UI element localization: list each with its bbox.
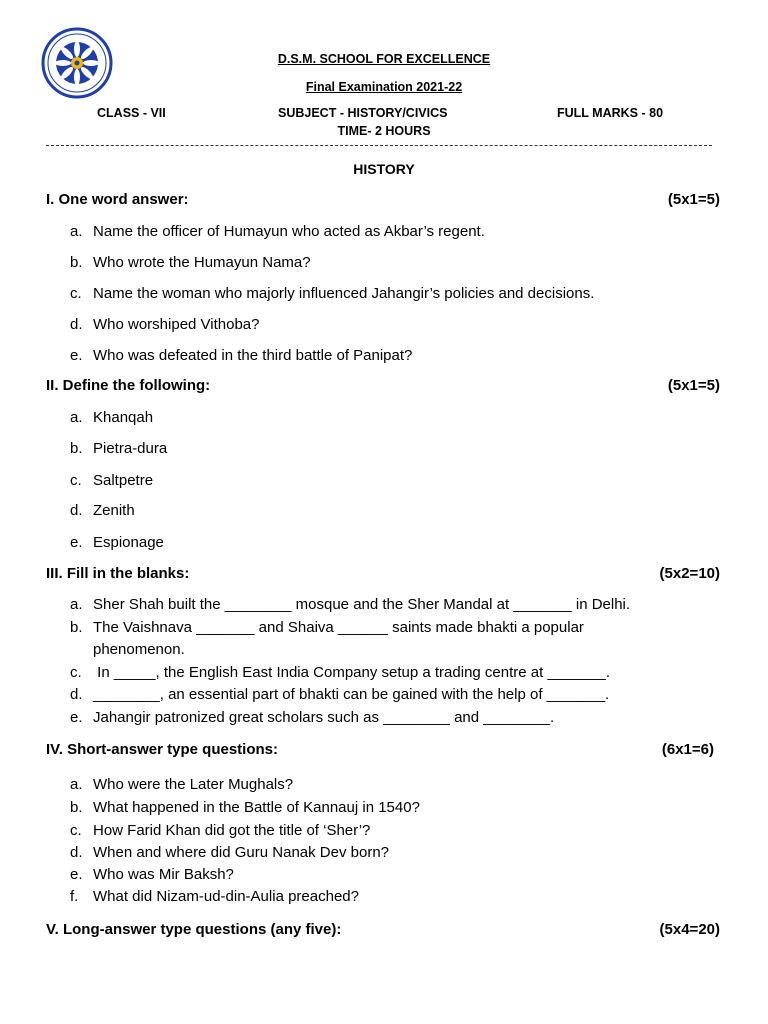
question-text: Saltpetre [93, 472, 154, 489]
question-text: Jahangir patronized great scholars such as ________ and ________. [93, 709, 555, 726]
section-title-text: II. Define the following: [46, 377, 211, 394]
question-text: Who was Mir Baksh? [93, 866, 234, 883]
question-label: e. [70, 534, 83, 551]
question-text: Zenith [93, 502, 135, 519]
question-label: d. [70, 502, 83, 519]
section-title-text: I. One word answer: [46, 191, 189, 208]
question-label: d. [70, 844, 83, 861]
question-text: What did Nizam-ud-din-Aulia preached? [93, 888, 359, 905]
time-label: TIME- 2 HOURS [337, 124, 431, 138]
section-title-text: IV. Short-answer type questions: [46, 741, 278, 758]
full-marks-label: FULL MARKS - 80 [557, 106, 664, 120]
question-label: e. [70, 709, 83, 726]
question-text: ________, an essential part of bhakti can be gained with the help of _______. [93, 686, 610, 703]
question-text: Who was defeated in the third battle of Panipat? [93, 347, 413, 364]
question-text: When and where did Guru Nanak Dev born? [93, 844, 390, 861]
question-text: Who wrote the Humayun Nama? [93, 254, 311, 271]
class-label: CLASS - VII [97, 106, 166, 120]
question-text: Name the officer of Humayun who acted as Akbar’s regent. [93, 223, 485, 240]
question-label: c. [70, 472, 82, 489]
question-label: b. [70, 254, 83, 271]
question-label: d. [70, 316, 83, 333]
question-text: Sher Shah built the ________ mosque and the Sher Mandal at _______ in Delhi. [93, 596, 631, 613]
question-text: Name the woman who majorly influenced Jahangir’s policies and decisions. [93, 285, 595, 302]
question-text: Khanqah [93, 409, 154, 426]
question-label: a. [70, 596, 83, 613]
question-text: Who worshiped Vithoba? [93, 316, 260, 333]
section-marks: (5x4=20) [659, 921, 720, 938]
question-text: Espionage [93, 534, 164, 551]
section-marks: (5x2=10) [659, 565, 720, 582]
question-text-continued: phenomenon. [93, 641, 185, 658]
question-label: d. [70, 686, 83, 703]
question-text: The Vaishnava _______ and Shaiva ______ saints made bhakti a popular [93, 619, 584, 636]
divider-line [46, 145, 712, 147]
question-text: Pietra-dura [93, 440, 168, 457]
section-title-text: V. Long-answer type questions (any five): [46, 921, 342, 938]
question-label: c. [70, 285, 82, 302]
question-text: Who were the Later Mughals? [93, 776, 294, 793]
question-text: In _____, the English East India Company setup a trading centre at _______. [93, 664, 611, 681]
question-label: f. [70, 888, 79, 905]
section-heading: HISTORY [353, 161, 415, 177]
question-text: How Farid Khan did got the title of ‘Sher’? [93, 822, 371, 839]
question-label: e. [70, 347, 83, 364]
question-label: e. [70, 866, 83, 883]
section-marks: (6x1=6) [661, 741, 714, 758]
school-name: D.S.M. SCHOOL FOR EXCELLENCE [277, 52, 491, 66]
subject-label: SUBJECT - HISTORY/CIVICS [278, 106, 448, 120]
question-label: a. [70, 776, 83, 793]
question-text: What happened in the Battle of Kannauj in 1540? [93, 799, 420, 816]
question-label: c. [70, 664, 82, 681]
exam-title: Final Examination 2021-22 [305, 80, 463, 94]
question-label: c. [70, 822, 82, 839]
section-marks: (5x1=5) [667, 191, 720, 208]
question-label: b. [70, 619, 83, 636]
question-label: a. [70, 223, 83, 240]
section-marks: (5x1=5) [667, 377, 720, 394]
question-label: b. [70, 799, 83, 816]
question-label: b. [70, 440, 83, 457]
question-label: a. [70, 409, 83, 426]
section-title-text: III. Fill in the blanks: [46, 565, 190, 582]
